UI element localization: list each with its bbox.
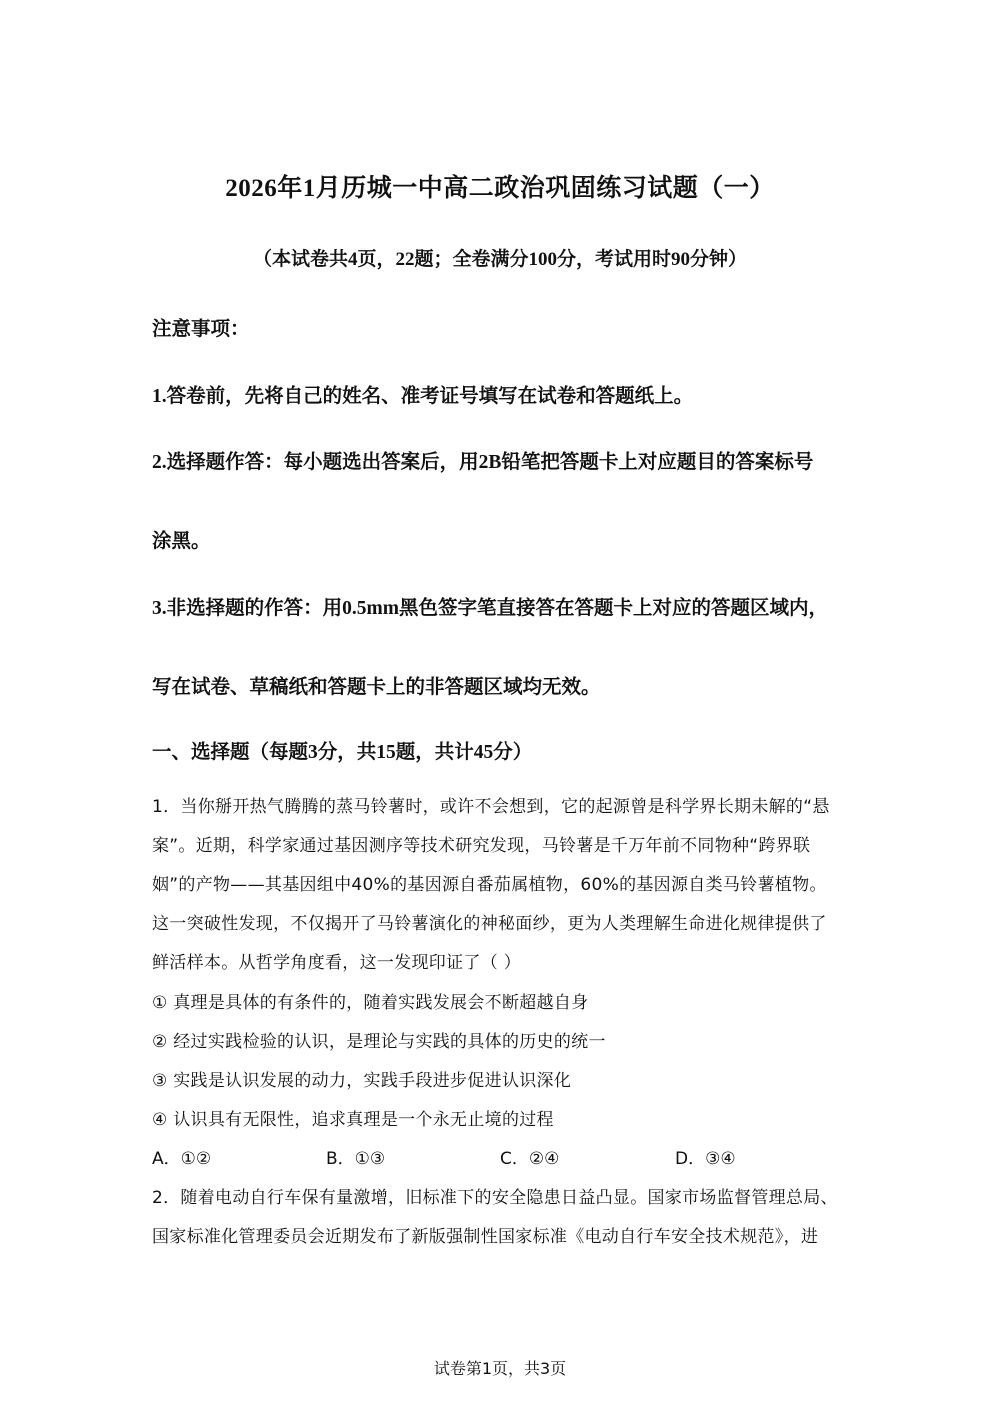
question-1-option-c: C．②④ (500, 1149, 560, 1169)
exam-title: 2026年1月历城一中高二政治巩固练习试题（一） (225, 175, 775, 202)
question-1-line: 这一突破性发现，不仅揭开了马铃薯演化的神秘面纱，更为人类理解生命进化规律提供了 (152, 914, 827, 934)
question-1-statement: ④ 认识具有无限性，追求真理是一个永无止境的过程 (152, 1110, 554, 1130)
question-1-line: 鲜活样本。从哲学角度看，这一发现印证了（ ） (152, 953, 522, 973)
question-1-statement: ③ 实践是认识发展的动力，实践手段进步促进认识深化 (152, 1071, 572, 1091)
question-2-line: 2．随着电动自行车保有量激增，旧标准下的安全隐患日益凸显。国家市场监督管理总局、 (152, 1188, 838, 1208)
section-heading: 一、选择题（每题3分，共15题，共计45分） (152, 742, 533, 763)
question-1-statement: ② 经过实践检验的认识，是理论与实践的具体的历史的统一 (152, 1032, 606, 1052)
notice-line: 2.选择题作答：每小题选出答案后，用2B铅笔把答题卡上对应题目的答案标号 (152, 452, 814, 473)
notice-heading: 注意事项： (152, 319, 250, 340)
question-1-line: 姻”的产物——其基因组中40%的基因源自番茄属植物，60%的基因源自类马铃薯植物。 (152, 875, 827, 895)
notice-line: 3.非选择题的作答：用0.5mm黑色签字笔直接答在答题卡上对应的答题区域内， (152, 598, 828, 619)
notice-line: 写在试卷、草稿纸和答题卡上的非答题区域均无效。 (152, 677, 601, 698)
page-footer: 试卷第1页，共3页 (433, 1359, 567, 1378)
question-1-line: 案”。近期，科学家通过基因测序等技术研究发现，马铃薯是千万年前不同物种“跨界联 (152, 836, 811, 856)
question-1-option-b: B．①③ (326, 1149, 386, 1169)
question-1-option-d: D．③④ (675, 1149, 736, 1169)
question-1-statement: ① 真理是具体的有条件的，随着实践发展会不断超越自身 (152, 993, 589, 1013)
question-1-line: 1．当你掰开热气腾腾的蒸马铃薯时，或许不会想到，它的起源曾是科学界长期未解的“悬 (152, 797, 830, 817)
exam-subtitle: （本试卷共4页，22题；全卷满分100分，考试用时90分钟） (252, 249, 747, 270)
question-2-line: 国家标准化管理委员会近期发布了新版强制性国家标准《电动自行车安全技术规范》，进 (152, 1227, 819, 1247)
notice-line: 涂黑。 (152, 531, 211, 552)
notice-line: 1.答卷前，先将自己的姓名、准考证号填写在试卷和答题纸上。 (152, 386, 694, 407)
question-1-option-a: A．①② (152, 1149, 212, 1169)
